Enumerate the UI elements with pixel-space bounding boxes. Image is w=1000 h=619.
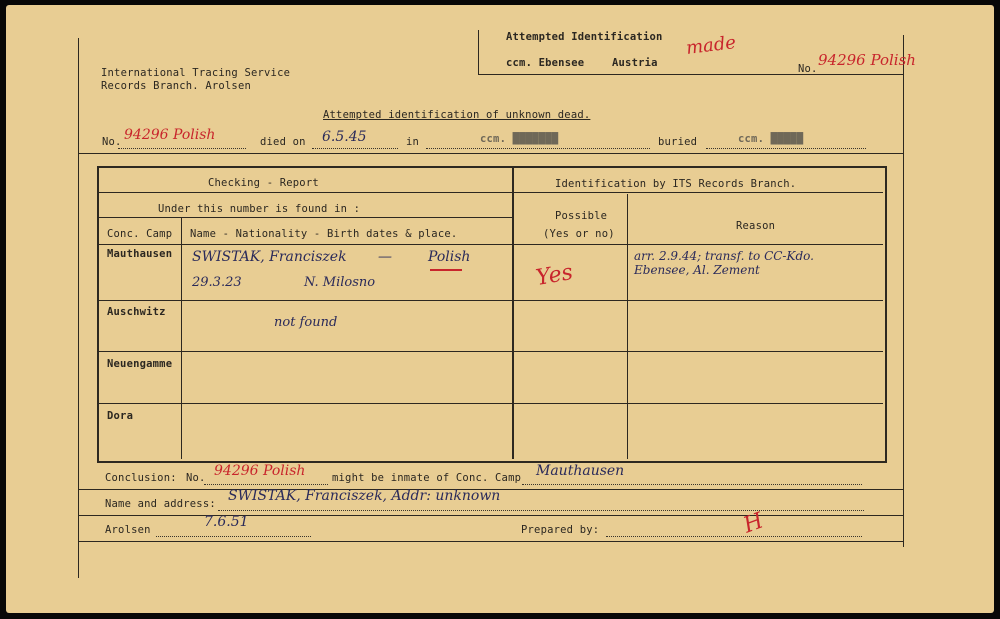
row-reason-line-2: Ebensee, Al. Zement	[634, 263, 760, 277]
conclusion-no-label: No.	[186, 472, 206, 484]
conclusion-no-value: 94296 Polish	[214, 463, 306, 479]
died-dots	[312, 148, 398, 149]
card-left-rule	[78, 38, 79, 578]
table-rule-4	[99, 300, 883, 301]
row-name: SWISTAK, Franciszek	[192, 249, 347, 265]
buried-dots	[706, 148, 866, 149]
col-camp-heading: Conc. Camp	[107, 228, 173, 240]
conclusion-middle-text: might be inmate of Conc. Camp	[332, 472, 522, 484]
card-right-rule	[903, 35, 904, 547]
table-rule-5	[99, 351, 883, 352]
died-label: died on	[260, 136, 306, 148]
row-nationality: Polish	[428, 249, 471, 265]
table-divider-possible	[627, 194, 628, 459]
name-address-value: SWISTAK, Franciszek, Addr: unknown	[228, 488, 501, 504]
header-box-bottom	[478, 74, 903, 75]
prepared-by-initials: H	[740, 508, 767, 539]
made-word: made	[684, 32, 738, 59]
conclusion-label: Conclusion:	[105, 472, 177, 484]
conclusion-rule-3	[78, 541, 903, 542]
col-name-heading: Name - Nationality - Birth dates & place.	[190, 228, 458, 240]
no-label: No.	[102, 136, 122, 148]
row-dash: —	[378, 249, 392, 265]
conclusion-date: 7.6.51	[204, 514, 249, 530]
header-box-left	[478, 30, 479, 74]
org-line-1: International Tracing Service	[101, 67, 291, 79]
table-rule-1	[99, 192, 883, 193]
table-rule-6	[99, 403, 883, 404]
date-dots	[156, 536, 311, 537]
in-value: ccm. ███████	[480, 133, 559, 145]
name-address-dots	[218, 510, 864, 511]
col-reason-heading: Reason	[736, 220, 776, 232]
prepared-by-label: Prepared by:	[521, 524, 600, 536]
col-possible-heading-1: Possible	[555, 210, 608, 222]
title-rule	[78, 153, 903, 154]
table-rule-2	[99, 217, 512, 218]
row-birth-place: N. Milosno	[304, 275, 376, 290]
nationality-underline	[430, 269, 462, 271]
row-camp-dora: Dora	[107, 410, 134, 422]
checking-report-heading: Checking - Report	[208, 177, 319, 189]
arolsen-label: Arolsen	[105, 524, 151, 536]
name-address-label: Name and address:	[105, 498, 216, 510]
header-place: ccm. Ebensee	[506, 57, 585, 69]
row-birth-date: 29.3.23	[192, 275, 242, 290]
conclusion-no-dots	[204, 484, 328, 485]
row-camp-neuengamme: Neuengamme	[107, 358, 173, 370]
in-label: in	[406, 136, 420, 148]
no-value: 94296 Polish	[124, 127, 216, 143]
table-divider-main	[512, 168, 514, 459]
row-camp-auschwitz: Auschwitz	[107, 306, 166, 318]
buried-value: ccm. █████	[738, 133, 804, 145]
col-possible-heading-2: (Yes or no)	[543, 228, 615, 240]
conclusion-camp-value: Mauthausen	[536, 463, 625, 479]
row-possible-yes: Yes	[534, 259, 575, 292]
row-not-found: not found	[274, 315, 338, 330]
table-rule-3	[99, 244, 883, 245]
conclusion-rule-2	[78, 515, 903, 516]
header-country: Austria	[612, 57, 658, 69]
found-in-heading: Under this number is found in :	[158, 203, 361, 215]
header-no-label: No.	[798, 63, 818, 75]
row-camp-mauthausen: Mauthausen	[107, 248, 173, 260]
buried-label: buried	[658, 136, 698, 148]
table-divider-camp	[181, 218, 182, 459]
org-line-2: Records Branch. Arolsen	[101, 80, 251, 92]
index-card	[6, 5, 994, 613]
conclusion-camp-dots	[522, 484, 862, 485]
no-dots	[118, 148, 246, 149]
header-no-value: 94296 Polish	[818, 51, 916, 69]
died-value: 6.5.45	[322, 129, 367, 145]
identification-heading: Identification by ITS Records Branch.	[555, 178, 797, 190]
prepared-by-dots	[606, 536, 862, 537]
in-dots	[426, 148, 650, 149]
form-title: Attempted identification of unknown dead.	[323, 109, 591, 121]
attempted-identification-label: Attempted Identification	[506, 31, 663, 43]
row-reason-line-1: arr. 2.9.44; transf. to CC-Kdo.	[634, 249, 814, 263]
